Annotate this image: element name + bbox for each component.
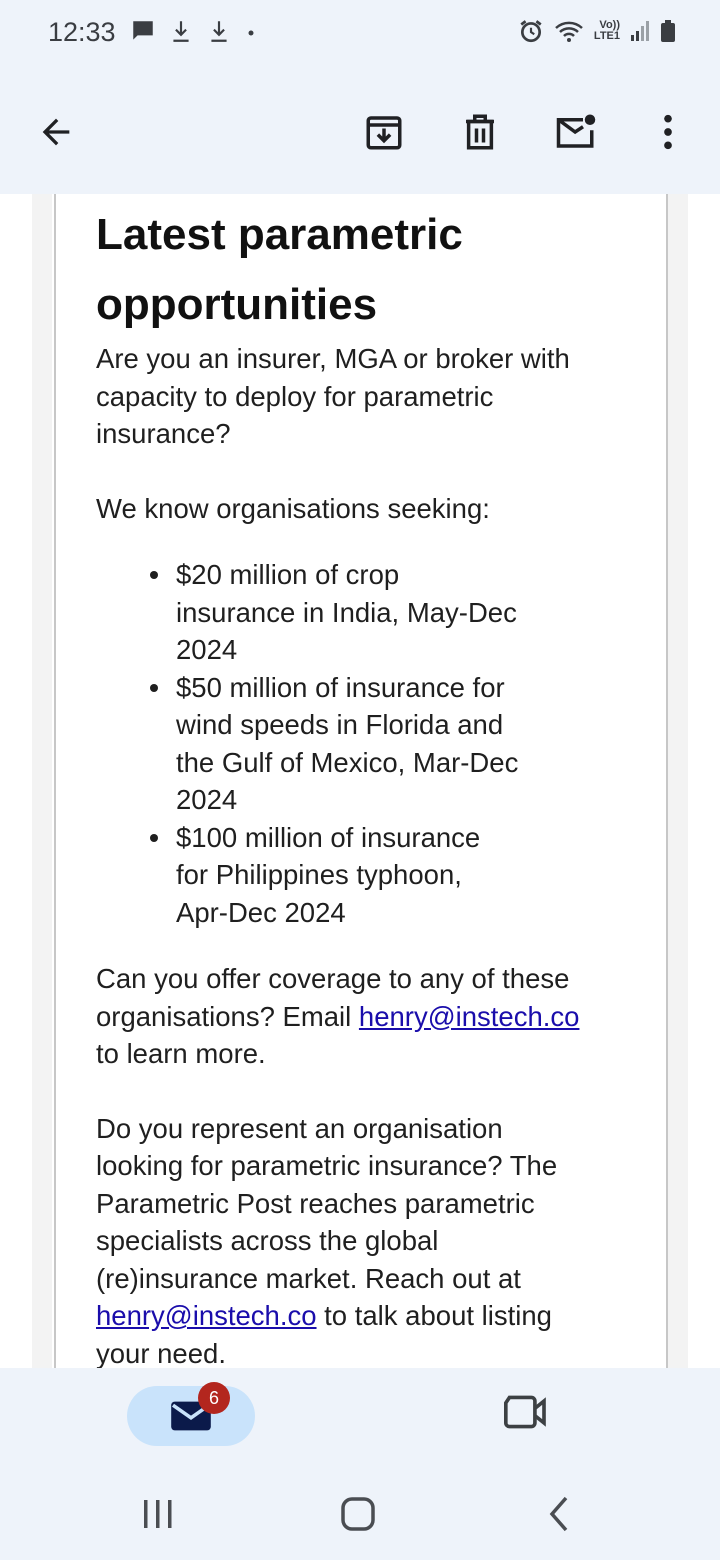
text-line: to talk about listing [316,1300,552,1331]
alarm-icon [518,18,544,44]
battery-icon [660,18,676,44]
signal-icon [630,18,650,44]
archive-icon [363,111,405,153]
meet-tab[interactable] [500,1392,556,1440]
email-link[interactable]: henry@instech.co [96,1300,317,1331]
mark-unread-icon [553,111,599,153]
status-bar [0,0,720,70]
system-navigation-bar [0,1464,720,1560]
text-line: $20 million of crop [176,559,400,590]
email-toolbar [0,70,720,194]
text-line: 2024 [176,784,238,815]
video-camera-icon [500,1392,548,1432]
spacer [96,453,626,490]
back-button[interactable] [30,106,82,158]
text-line: Apr-Dec 2024 [176,896,346,928]
email-frame-shadow-left [32,194,52,1368]
email-frame-shadow-right [668,194,688,1368]
home-icon [336,1492,380,1536]
chat-bubble-icon [130,18,156,44]
recent-apps-button[interactable] [136,1492,180,1536]
text-line: to learn more. [96,1038,266,1069]
bottom-navigation [0,1368,720,1464]
recent-apps-icon [136,1492,180,1536]
status-notifications [130,18,258,44]
text-line: looking for parametric insurance? The [96,1150,558,1181]
text-line: (re)insurance market. Reach out at [96,1262,521,1294]
delete-button[interactable] [454,106,506,158]
text-line: insurance? [96,418,231,449]
archive-button[interactable] [358,106,410,158]
status-time: 12:33 [48,17,116,47]
system-back-button[interactable] [538,1492,582,1536]
volte-lte-icon [594,20,620,42]
text-line: $50 million of insurance for [176,671,505,703]
text-line: Do you represent an organisation [96,1112,503,1144]
text-line: for Philippines typhoon, [176,859,462,890]
download-icon [206,18,232,44]
text-line: Are you an insurer, MGA or broker with [96,343,570,374]
back-icon [538,1492,582,1536]
text-line: Parametric Post reaches parametric [96,1187,535,1219]
delete-icon [459,111,501,153]
email-body [96,194,626,1368]
text-line: your need. [96,1337,226,1368]
text-line: capacity to deploy for parametric [96,380,494,412]
email-content[interactable] [0,194,720,1368]
email-link[interactable]: henry@instech.co [358,1000,580,1032]
lte-label: LTE1 [593,30,620,42]
seeking-paragraph: We know organisations seeking: [96,492,490,524]
list-item [176,556,556,669]
spacer [96,1073,626,1110]
text-line: specialists across the global [96,1225,439,1256]
unread-count-badge: 6 [198,1382,230,1414]
represent-paragraph [96,1110,626,1369]
volte-label: Vo)) [599,19,620,31]
opportunity-list [96,556,626,931]
coverage-paragraph [96,960,626,1073]
intro-paragraph [96,340,626,453]
text-line: 2024 [176,634,238,665]
title-line: Latest parametric [96,210,463,259]
text-line: organisations? Email [96,1000,359,1032]
list-item [176,669,556,819]
wifi-icon [554,18,584,44]
text-line: $100 million of insurance [176,821,481,853]
dot-icon [244,18,258,44]
download-icon [168,18,194,44]
title-line: opportunities [96,280,378,329]
more-options-button[interactable] [642,106,694,158]
text-line: insurance in India, May-Dec [176,596,517,628]
text-line: the Gulf of Mexico, Mar-Dec [176,746,519,778]
status-system-icons [518,18,676,44]
mail-tab[interactable] [127,1386,255,1446]
section-title [96,200,626,340]
back-arrow-icon [36,112,76,152]
text-line: wind speeds in Florida and [176,709,504,740]
more-vert-icon [648,112,688,152]
text-line: Can you offer coverage to any of these [96,963,570,994]
mark-unread-button[interactable] [550,106,602,158]
list-item [176,819,556,932]
home-button[interactable] [336,1492,380,1536]
